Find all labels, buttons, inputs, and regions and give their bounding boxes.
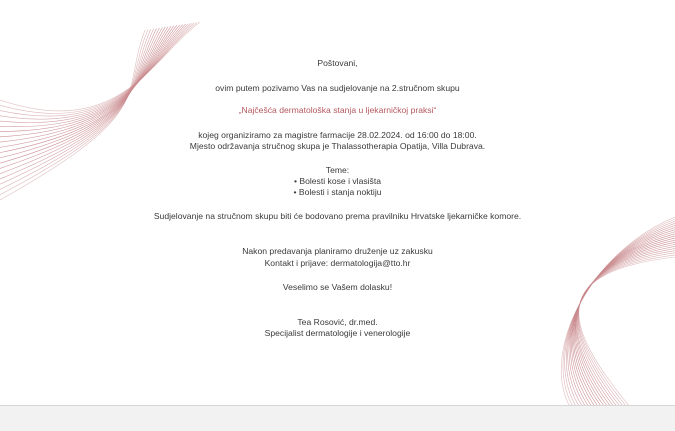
social-note: Nakon predavanja planiramo druženje uz zakusku (242, 246, 433, 256)
viewer-bottom-bar (0, 405, 675, 431)
scoring-note: Sudjelovanje na stručnom skupu biti će bodovano prema pravilniku Hrvatske ljekarničke komore. (153, 211, 522, 221)
wave-line (0, 28, 157, 179)
event-title: „Najčešća dermatološka stanja u ljekarničkoj praksi“ (238, 105, 437, 115)
organization-line: kojeg organiziramo za magistre farmacije 28.02.2024. od 16:00 do 18:00. (198, 130, 477, 140)
topic-item: • Bolesti i stanja noktiju (293, 187, 382, 197)
closing-line: Veselimo se Vašem dolasku! (282, 282, 393, 292)
signature-name: Tea Rosović, dr.med. (297, 317, 378, 327)
wave-decoration-bottom-right (530, 212, 675, 407)
invitation-line: ovim putem pozivamo Vas na sudjelovanje na 2.stručnom skupu (215, 83, 460, 93)
topic-item: • Bolesti kose i vlasišta (293, 176, 382, 186)
greeting: Poštovani, (317, 58, 358, 68)
venue-line: Mjesto održavanja stručnog skupa je Thalassotherapia Opatija, Villa Dubrava. (189, 141, 486, 151)
topics-list (0, 176, 675, 198)
topics-heading: Teme: (325, 165, 350, 175)
wave-line (0, 23, 194, 116)
contact-line: Kontakt i prijave: dermatologija@tto.hr (264, 258, 411, 268)
signature-title: Specijalist dermatologije i venerologije (264, 328, 411, 338)
